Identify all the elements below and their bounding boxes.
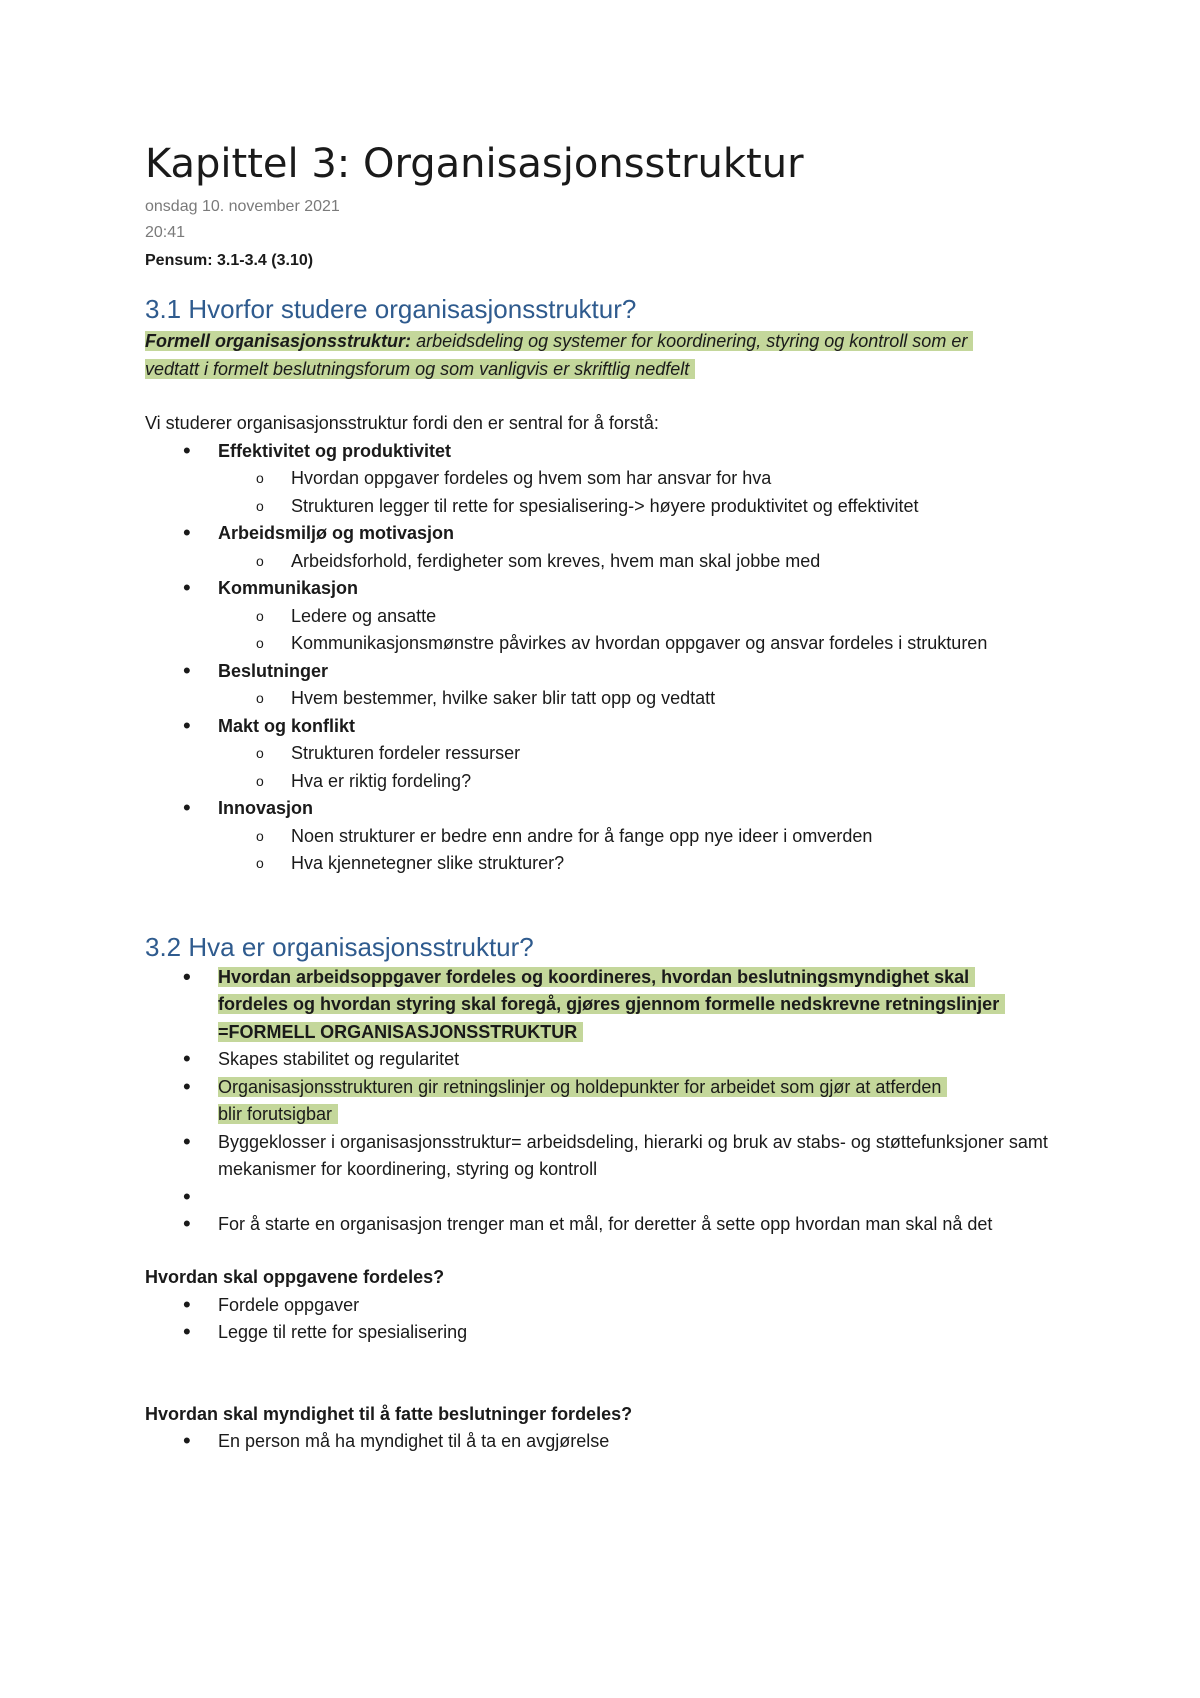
list-item: • Fordele oppgaver: [145, 1292, 1065, 1320]
list-item: • Skapes stabilitet og regularitet: [145, 1046, 1065, 1074]
list-item: • Effektivitet og produktivitet o Hvordan oppgaver fordeles og hvem som har ansvar for hva o Strukturen legger til rette for spesialisering-> høyere produktivitet og effektivitet: [145, 438, 1065, 521]
sub-list-item: o Hvem bestemmer, hvilke saker blir tatt opp og vedtatt: [218, 685, 1065, 713]
note-date: onsdag 10. november 2021: [145, 198, 340, 215]
list-item: • Legge til rette for spesialisering: [145, 1319, 1065, 1347]
question-heading-1: Hvordan skal oppgavene fordeles?: [145, 1267, 445, 1287]
definition-term: Formell organisasjonsstruktur:: [145, 331, 412, 351]
section-heading-3-1: 3.1 Hvorfor studere organisasjonsstruktur?: [145, 294, 637, 324]
sub-list-item: o Arbeidsforhold, ferdigheter som kreves, hvem man skal jobbe med: [218, 548, 1065, 576]
list-item: • Byggeklosser i organisasjonsstruktur= arbeidsdeling, hierarki og bruk av stabs- og støttefunksjoner samt mekanismer for koordinering, styring og kontroll: [145, 1129, 1065, 1184]
sub-list-item: o Hva kjennetegner slike strukturer?: [218, 850, 1065, 878]
sub-list-item: o Strukturen fordeler ressurser: [218, 740, 1065, 768]
sub-list-item: o Kommunikasjonsmønstre påvirkes av hvordan oppgaver og ansvar fordeles i strukturen: [218, 630, 1065, 658]
pensum-line: Pensum: 3.1-3.4 (3.10): [145, 252, 314, 269]
list-item: • Kommunikasjon o Ledere og ansatte o Kommunikasjonsmønstre påvirkes av hvordan oppgaver og ansvar fordeles i strukturen: [145, 575, 1065, 658]
sub-list-item: o Noen strukturer er bedre enn andre for å fange opp nye ideer i omverden: [218, 823, 1065, 851]
list-item: • Beslutninger o Hvem bestemmer, hvilke saker blir tatt opp og vedtatt: [145, 658, 1065, 713]
sub-list-item: o Ledere og ansatte: [218, 603, 1065, 631]
page-title: Kapittel 3: Organisasjonsstruktur: [145, 141, 804, 187]
definition-block: [145, 328, 1065, 383]
list-item: • Makt og konflikt o Strukturen fordeler ressurser o Hva er riktig fordeling?: [145, 713, 1065, 796]
list-item: • Organisasjonsstrukturen gir retningslinjer og holdepunkter for arbeidet som gjør at atferden blir forutsigbar: [145, 1074, 1065, 1129]
list-item: • Arbeidsmiljø og motivasjon o Arbeidsforhold, ferdigheter som kreves, hvem man skal jobbe med: [145, 520, 1065, 575]
question-1-list: [145, 1292, 1065, 1347]
note-time: 20:41: [145, 224, 186, 241]
definition-line-2: vedtatt i formelt beslutningsforum og som vanligvis er skriftlig nedfelt: [145, 359, 695, 379]
list-item: • Hvordan arbeidsoppgaver fordeles og koordineres, hvordan beslutningsmyndighet skal fordeles og hvordan styring skal foregå, gjøres gjennom formelle nedskrevne retningslinjer =FORMELL ORGANISASJONSSTRUKTUR: [145, 964, 1065, 1047]
reasons-list: [145, 438, 1065, 878]
question-heading-2: Hvordan skal myndighet til å fatte beslutninger fordeles?: [145, 1403, 633, 1424]
definition-line-1: [145, 331, 973, 351]
sub-list-item: o Strukturen legger til rette for spesialisering-> høyere produktivitet og effektivitet: [218, 493, 1065, 521]
list-item: • Innovasjon o Noen strukturer er bedre enn andre for å fange opp nye ideer i omverden o Hva kjennetegner slike strukturer?: [145, 795, 1065, 878]
sub-list-item: o Hvordan oppgaver fordeles og hvem som har ansvar for hva: [218, 465, 1065, 493]
question-2-list: [145, 1428, 1065, 1456]
definition-list: [145, 964, 1065, 1239]
definition-text-1: arbeidsdeling og systemer for koordinering, styring og kontroll som er: [411, 331, 968, 351]
intro-text: Vi studerer organisasjonsstruktur fordi den er sentral for å forstå:: [145, 413, 659, 433]
list-item: • For å starte en organisasjon trenger man et mål, for deretter å sette opp hvordan man skal nå det: [145, 1211, 1065, 1239]
sub-list-item: o Hva er riktig fordeling?: [218, 768, 1065, 796]
section-heading-3-2: 3.2 Hva er organisasjonsstruktur?: [145, 931, 534, 962]
list-item: • En person må ha myndighet til å ta en avgjørelse: [145, 1428, 1065, 1456]
document-page: [145, 140, 1065, 1456]
